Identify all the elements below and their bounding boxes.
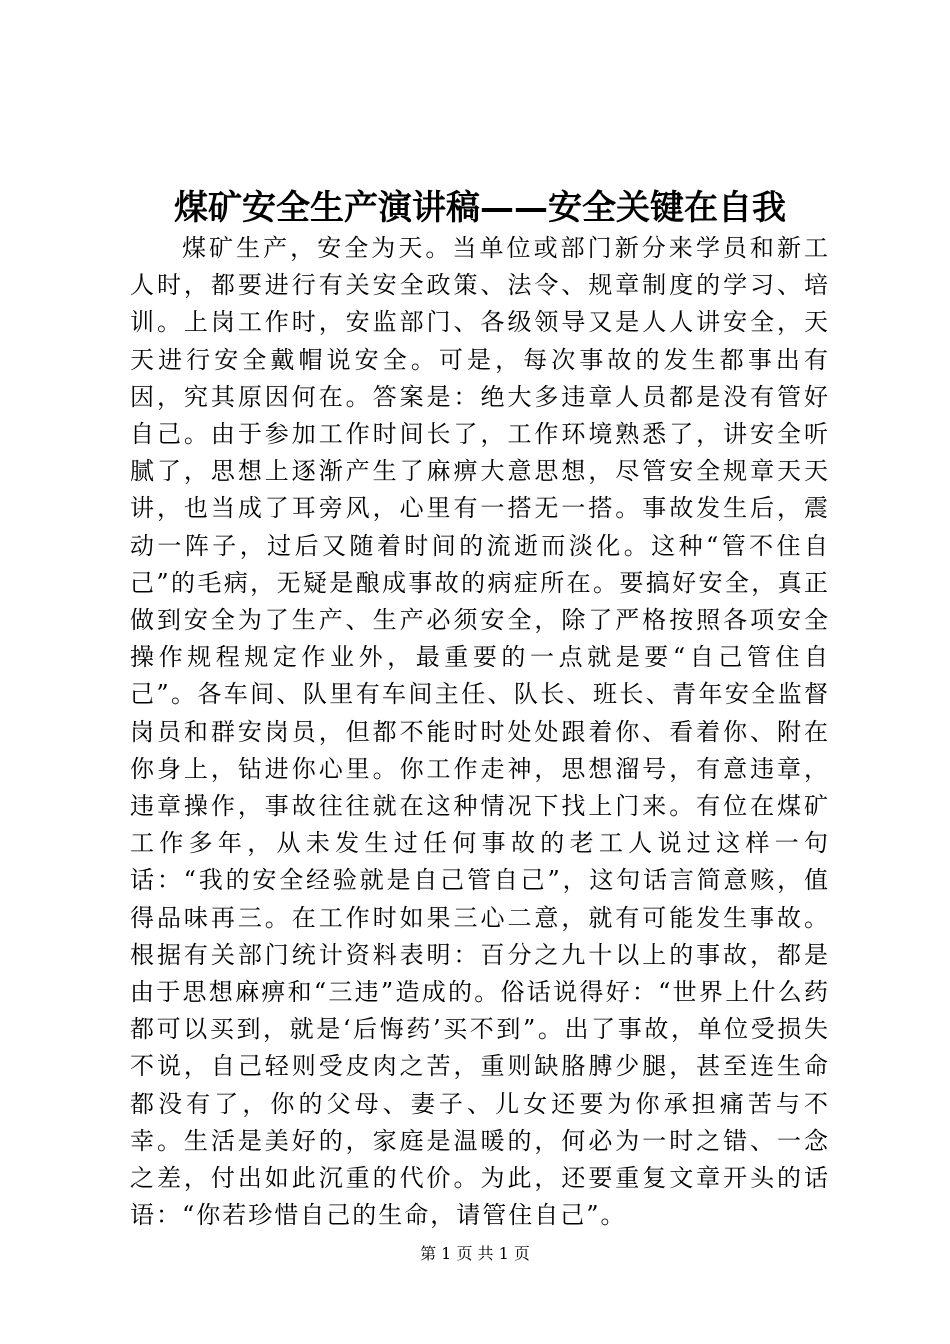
document-title: 煤矿安全生产演讲稿——安全关键在自我 (174, 188, 786, 228)
body-paragraph: 煤矿生产，安全为天。当单位或部门新分来学员和新工人时，都要进行有关安全政策、法令、规章制度的学习、培训。上岗工作时，安监部门、各级领导又是人人讲安全，天天进行安全戴帽说安全。可是，每次事故的发生都事出有因，究其原因何在。答案是：绝大多违章人员都是没有管好自己。由于参加工作时间长了，工作环境熟悉了，讲安全听腻了，思想上逐渐产生了麻痹大意思想，尽管安全规章天天讲，也当成了耳旁风，心里有一搭无一搭。事故发生后，震动一阵子，过后又随着时间的流逝而淡化。这种“管不住自己”的毛病，无疑是酿成事故的病症所在。要搞好安全，真正做到安全为了生产、生产必须安全，除了严格按照各项安全操作规程规定作业外，最重要的一点就是要“自己管住自己”。各车间、队里有车间主任、队长、班长、青年安全监督岗员和群安岗员，但都不能时时处处跟着你、看着你、附在你身上，钻进你心里。你工作走神，思想溜号，有意违章，违章操作，事故往往就在这种情况下找上门来。有位在煤矿工作多年，从未发生过任何事故的老工人说过这样一句话：“我的安全经验就是自己管自己”，这句话言简意赅，值得品味再三。在工作时如果三心二意，就有可能发生事故。根据有关部门统计资料表明：百分之九十以上的事故，都是由于思想麻痹和“三违”造成的。俗话说得好：“世界上什么药都可以买到，就是‘后悔药’买不到”。出了事故，单位受损失不说，自己轻则受皮肉之苦，重则缺胳膊少腿，甚至连生命都没有了，你的父母、妻子、儿女还要为你承担痛苦与不幸。生活是美好的，家庭是温暖的，何必为一时之错、一念之差，付出如此沉重的代价。为此，还要重复文章开头的话语：“你若珍惜自己的生命，请管住自己”。 (130, 234, 830, 1230)
page-number-footer: 第 1 页 共 1 页 (420, 1244, 530, 1263)
